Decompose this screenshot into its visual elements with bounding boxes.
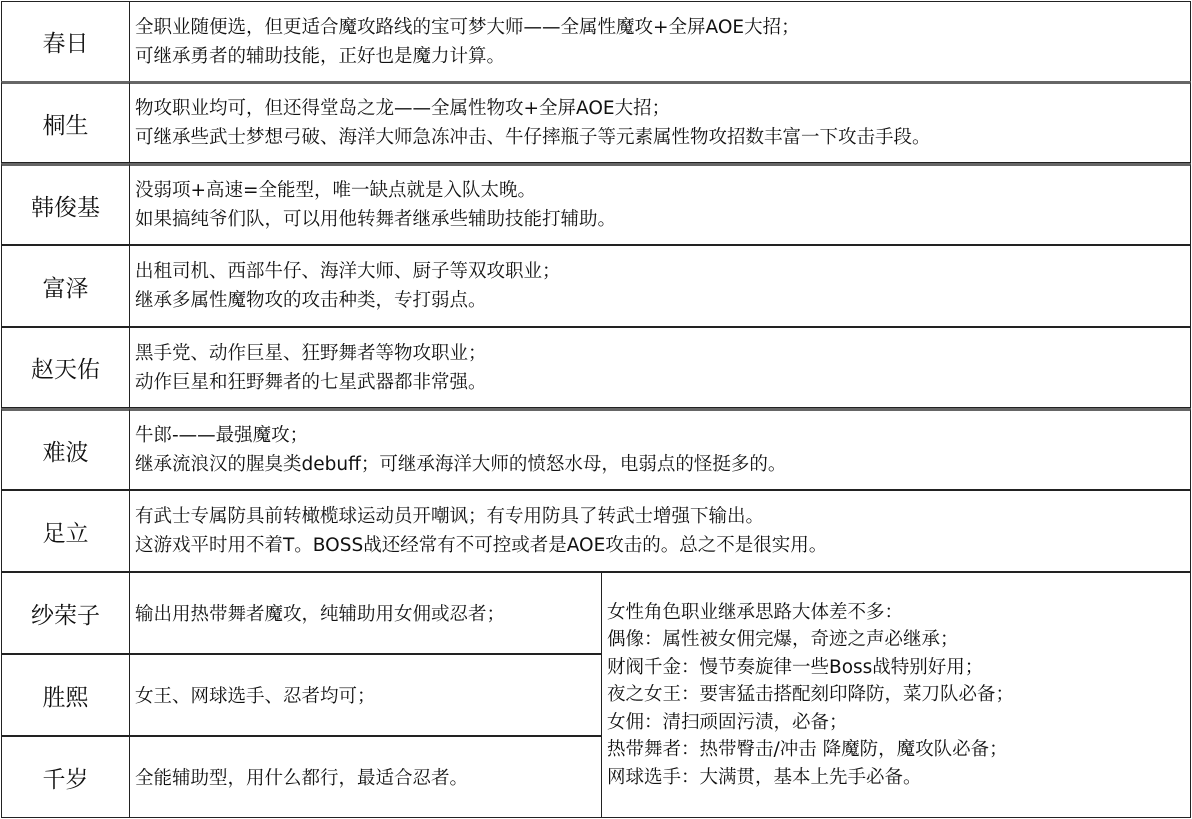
character-name: 赵天佑 bbox=[1, 327, 130, 408]
advice-line: 全职业随便选，但更适合魔攻路线的宝可梦大师——全属性魔攻+全屏AOE大招； bbox=[135, 16, 800, 38]
advice-line: 继承多属性魔物攻的攻击种类，专打弱点。 bbox=[135, 290, 487, 311]
character-name: 胜熙 bbox=[1, 654, 130, 736]
female-job-notes bbox=[601, 572, 1191, 818]
advice-line: 没弱项+高速=全能型，唯一缺点就是入队太晚。 bbox=[135, 180, 537, 201]
character-name: 富泽 bbox=[1, 245, 130, 327]
advice-line: 动作巨星和狂野舞者的七星武器都非常强。 bbox=[135, 371, 487, 393]
note-line: 女佣：清扫顽固污渍，必备； bbox=[607, 711, 848, 733]
advice-line: 有武士专属防具前转橄榄球运动员开嘲讽；有专用防具了转武士增强下输出。 bbox=[135, 506, 765, 527]
character-name: 千岁 bbox=[1, 736, 130, 818]
advice-line: 可继承勇者的辅助技能，正好也是魔力计算。 bbox=[135, 45, 506, 67]
note-line: 偶像：属性被女佣完爆，奇迹之声必继承； bbox=[607, 629, 959, 651]
character-name: 桐生 bbox=[1, 81, 130, 163]
note-line: 夜之女王：要害猛击搭配刻印降防，菜刀队必备； bbox=[607, 684, 1015, 706]
character-advice: 全能辅助型，用什么都行，最适合忍者。 bbox=[129, 736, 602, 818]
character-advice bbox=[129, 327, 1191, 408]
character-advice bbox=[129, 81, 1191, 163]
character-advice: 输出用热带舞者魔攻，纯辅助用女佣或忍者； bbox=[129, 572, 602, 654]
note-line: 热带舞者：热带臀击/冲击 降魔防，魔攻队必备； bbox=[607, 739, 1008, 761]
character-advice bbox=[129, 408, 1191, 490]
character-advice bbox=[129, 245, 1191, 327]
advice-line: 黑手党、动作巨星、狂野舞者等物攻职业； bbox=[135, 342, 487, 364]
advice-line: 可继承些武士梦想弓破、海洋大师急冻冲击、牛仔摔瓶子等元素属性物攻招数丰富一下攻击手段。 bbox=[135, 127, 931, 148]
character-name: 纱荣子 bbox=[1, 572, 130, 654]
advice-line: 继承流浪汉的腥臭类debuff；可继承海洋大师的愤怒水母，电弱点的怪挺多的。 bbox=[135, 454, 787, 475]
advice-line: 出租司机、西部牛仔、海洋大师、厨子等双攻职业； bbox=[135, 261, 561, 282]
character-advice bbox=[129, 1, 1191, 82]
note-line: 网球选手：大满贯，基本上先手必备。 bbox=[607, 766, 922, 788]
note-line: 女性角色职业继承思路大体差不多： bbox=[607, 601, 904, 623]
character-advice: 女王、网球选手、忍者均可； bbox=[129, 654, 602, 736]
character-advice bbox=[129, 490, 1191, 572]
character-name: 难波 bbox=[1, 408, 130, 490]
advice-line: 物攻职业均可，但还得堂岛之龙——全属性物攻+全屏AOE大招； bbox=[135, 98, 671, 119]
character-name: 韩俊基 bbox=[1, 163, 130, 245]
advice-line: 牛郎-——最强魔攻； bbox=[135, 425, 309, 446]
character-name: 足立 bbox=[1, 490, 130, 572]
character-advice bbox=[129, 163, 1191, 245]
advice-line: 如果搞纯爷们队，可以用他转舞者继承些辅助技能打辅助。 bbox=[135, 209, 617, 230]
advice-line: 这游戏平时用不着T。BOSS战还经常有不可控或者是AOE攻击的。总之不是很实用。 bbox=[135, 535, 828, 556]
character-name: 春日 bbox=[1, 1, 130, 82]
note-line: 财阀千金：慢节奏旋律一些Boss战特别好用； bbox=[607, 656, 984, 678]
